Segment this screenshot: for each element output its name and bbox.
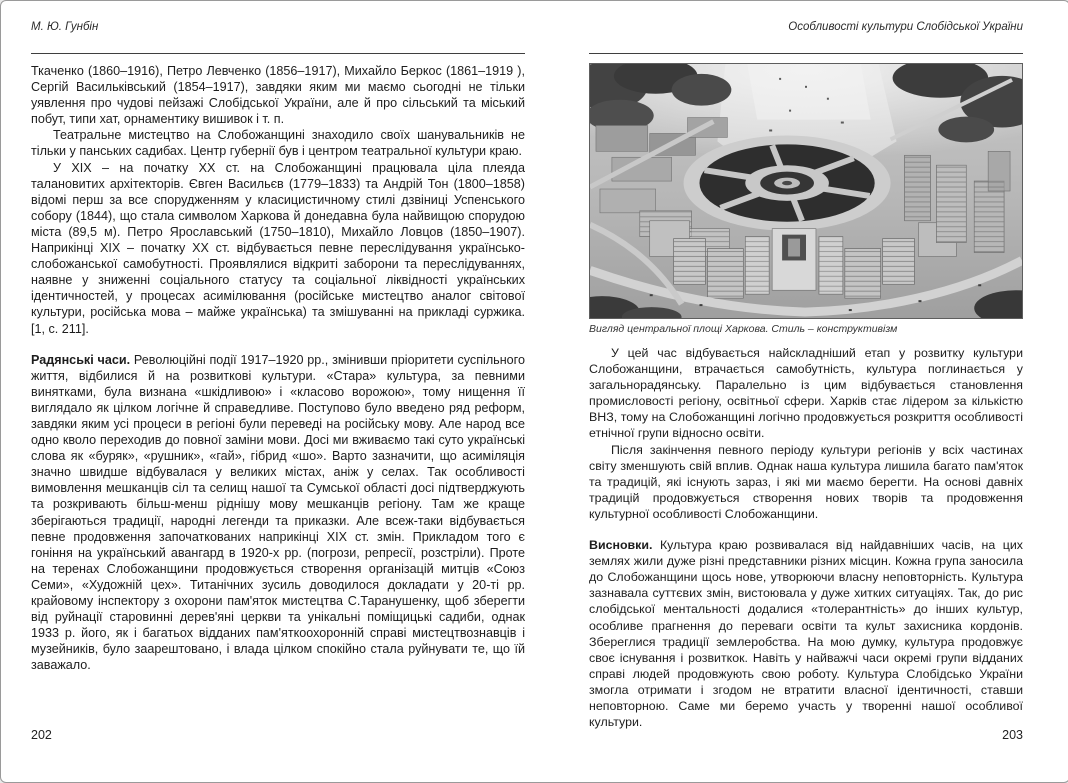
paragraph: Висновки. Культура краю розвивалася від найдавніших часів, на цих землях жили дуже різні представники різних місцин. Кожна група заносила до Слобожанщини щось нове, утворюючи власну неповторність. Культура зазнавала суттєвих змін, вистоювала у дуже хитких ситуаціях. Так, до рис слобідської ментальності додалися «толерантність» до інших культур, особливе прагнення до переваги освіти та культ захисника кордонів. Збереглися традиції землеробства. На мою думку, культура продовжує своє існування і розвиткок. Навіть у найважчі часи окремі групи відданих справі людей продовжують свою роботу. Культура Слобідсько України змогла отримати і згодом не втратити власної ідентичності, ставши неповторною. Саме ми беремо участь у творенні нашої особливої культури. (589, 538, 1023, 730)
paragraph: Радянські часи. Революційні події 1917–1920 рр., змінивши пріоритети суспільного життя, відбилися й на розвиткові культури. «Стара» культура, за певними винятками, була визнана «шкідливою» і «класово ворожою», тому нищення її виглядало як цілком логічне й справедливе. Поступово було введено ряд реформ, завдяки яким усі процеси в регіоні були переведі на російську мову. Але народ все одно кволо переходив до повної заміни мови. Досі ми вживаємо такі суто українські слова як «буряк», «рушник», «гай», гібрид «шо». Варто зазначити, що асиміляція значно швидше відбувалася у великих містах, аніж у селах. Так особливості вимовлення мешканців сіл та селищ нашої та Сумської області досі підтверджують та розкривають більш-менш ріднішу мову мешканців регіону. Там же краще зберігаються традиції, народні легенди та приказки. Але всеж-таки відбувається певне продовження започаткованих наприкінці XIX ст. змін. Прикладом того є гоніння на український авангард в 1920-х рр. (погрози, репресії, розстріли). Проте на теренах Слобожанщини продовжується створення організацій митців «Союз Семи», «Художній цех». Титанічних зусиль доводилося докладати у 20-ті рр. крайовому інспектору з охорони пам'яток мистецтва С.Таранушенку, щоб зберегти від руйнації старовинні дерев'яні церкви та унікальні поміщицькі садиби, однак 1933 р. його, як і багатьох відданих пам'яткоохоронній справі мистецтвознавців і музейників, було заарештовано, і влада цілком спокійно стала руйнувати те, що їй заважало. (31, 352, 526, 673)
running-header-chapter: Особливості культури Слобідської України (788, 21, 1023, 33)
page-number-left: 202 (31, 728, 52, 742)
paragraph: Ткаченко (1860–1916), Петро Левченко (1856–1917), Михайло Беркос (1861–1919 ), Сергій Васильківський (1854–1917), завдяки яким ми маємо сьогодні не тільки уявлення про чудові пейзажі Слобідської України, але й про сільський та міський побут, типи хат, орнаментику вишивок і т. п. (31, 64, 525, 127)
kharkiv-square-photo (589, 63, 1023, 319)
paragraph: Після закінчення певного періоду культури регіонів у всіх частинах світу зменшують свій вплив. Однак наша культура лишила багато пам'яток та традицій, які існують зараз, і які ми маємо берегти. На основі давніх традицій продовжується створення нових творів та продовження культурної особливості Слобожанщини. (589, 442, 1023, 521)
figure-caption: Вигляд центральної площі Харкова. Стиль – конструктивізм (589, 323, 898, 335)
circular-plaza (684, 135, 891, 230)
header-rule-right (589, 53, 1023, 54)
page-number-right: 203 (1002, 728, 1023, 742)
paragraph-lead: Радянські часи. (31, 352, 134, 367)
paragraph: Театральне мистецтво на Слобожанщині знаходило своїх шанувальників не тільки у панських садибах. Центр губернії був і центром театральної культури краю. (31, 128, 525, 159)
page-body-left (31, 63, 525, 673)
figure-kharkiv-square (589, 63, 1023, 335)
header-rule-left (31, 53, 525, 54)
kharkiv-square-photo-illustration (590, 64, 1022, 318)
paragraph-lead: Висновки. (589, 538, 660, 553)
running-header-author: М. Ю. Гунбін (31, 21, 99, 33)
paragraph: У цей час відбувається найскладніший етап у розвитку культури Слобожанщини, втрачається самобутність, культура поглинається у загальнорадянську. Паралельно із цим відбувається становлення промисловості регіону, освітньої сфери. Харків стає лідером за кількістю ВНЗ, тому на Слобожанщині логічно продовжується розкриття особливості етнічної групи відносно освіти. (589, 346, 1023, 441)
page-body-right (589, 345, 1023, 730)
paragraph: У XIX – на початку XX ст. на Слобожанщині працювала ціла плеяда талановитих архітекторів. Євген Васильєв (1779–1833) та Андрій Тон (1800–1858) відомі перш за все спорудженням у класицистичному стилі дзвіниці Успенського собору (1844), що стала символом Харкова й донедавна була найвищою спорудою міста (89,5 м). Петро Ярославський (1750–1810), Михайло Ловцов (1850–1907). Наприкінці XIX – початку XX ст. відбувається певне переслідування українсько-слобожанської самобутності. Проявлялися відкриті заборони та переслідуваннях, наявне у зниженні соціального статусу та соціальної ліквідності українських ідентичностей, у процесах асимілювання (російське мистецтво аналог світової культури, російська мова – майже українська) та змішуванні на прикладі суржика. [1, с. 211]. (31, 160, 525, 336)
